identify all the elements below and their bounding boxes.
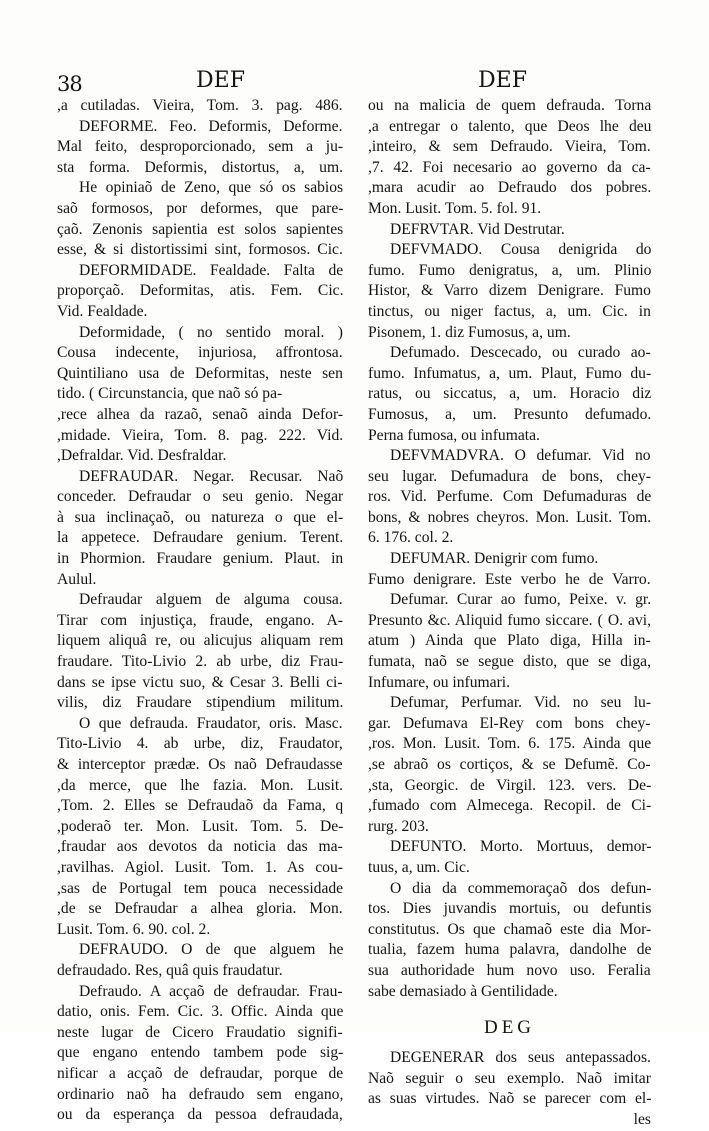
entry-text-line: Pisonem, 1. diz Fumosus, a, um. (368, 323, 571, 341)
entry-text-line: conceder. Defraudar o seu genio. Negar (57, 488, 344, 506)
entry-text-line: ,Tom. 2. Elles se Defraudaõ da Fama, q (57, 797, 344, 815)
entry-text-line: ,poderaõ ter. Mon. Lusit. Tom. 5. De- (57, 817, 344, 835)
entry-start-line: DEFVMADVRA. O defumar. Vid no (390, 447, 651, 465)
entry-text-line: 6. 176. col. 2. (368, 529, 454, 547)
entry-text-line: bons, & nobres cheyros. Mon. Lusit. Tom. (368, 508, 652, 526)
entry-text-line: Lusit. Tom. 6. 90. col. 2. (57, 920, 211, 938)
entry-text-line: ,a cutiladas. Vieira, Tom. 3. pag. 486. (57, 97, 343, 114)
entry-text-line: ,fumado com Almecega. Recopil. de Ci- (368, 797, 652, 815)
entry-start-line: Defumar. Curar ao fumo, Peixe. v. gr. (390, 591, 652, 609)
entry-text-line: saõ formosos, por deformes, que pare- (57, 199, 344, 217)
entry-text-line: seu lugar. Defumadura de bons, chey- (368, 467, 651, 485)
entry-text-line: la appetece. Defraudare genium. Terent. (57, 529, 344, 547)
entry-start-line: DEFUNTO. Morto. Mortuus, demor- (390, 838, 652, 856)
entry-text-line: esse, & si distortissimi sint, formosos. Cic. (57, 241, 343, 259)
right-column (368, 96, 651, 1130)
entry-start-line: O dia da commemoraçaõ dos defun- (390, 879, 652, 897)
entry-text-line: Infumare, ou infumari. (368, 673, 511, 691)
entry-start-line: O que defrauda. Fraudator, oris. Masc. (79, 714, 343, 732)
entry-text-line: Naõ seguir o seu exemplo. Naõ imitar (368, 1069, 651, 1087)
entry-text-line: nificar a acçaõ de defraudar, porque de (57, 1064, 344, 1082)
entry-text-line: gar. Defumava El-Rey com bons chey- (368, 714, 651, 732)
entry-text-line: Cousa indecente, injuriosa, affrontosa. (57, 344, 343, 362)
left-column (57, 96, 343, 1126)
entry-text-line: fumata, naõ se segue disto, que se diga, (368, 653, 651, 671)
entry-start-line: DEGENERAR dos seus antepassados. (390, 1049, 651, 1067)
entry-text-line: vilis, diz Fraudare stipendium militum. (57, 694, 344, 712)
bleed-through-text (480, 852, 660, 922)
entry-text-line: Vid. Fealdade. (57, 302, 148, 320)
entry-text-line: as suas virtudes. Naõ se parecer com el- (368, 1090, 652, 1108)
entry-text-line: ,sas de Portugal tem pouca necessidade (57, 879, 344, 897)
entry-text-line: sabe demasiado à Gentilidade. (368, 982, 558, 1000)
entry-start-line: Defraudar alguem de alguma cousa. (79, 591, 343, 609)
entry-text-line: & interceptor prædæ. Os naõ Defraudasse (57, 756, 343, 773)
entry-text-line: atum ) Ainda que Plato diga, Hilla in- (368, 632, 651, 650)
entry-text-line: dans se ipse victu suo, & Cesar 3. Belli ci- (57, 673, 343, 691)
entry-text-line: in Phormion. Fraudare genium. Plaut. in (57, 550, 344, 568)
entry-text-line: ,Defraldar. Vid. Desfraldar. (57, 447, 227, 465)
entry-text-line: tido. ( Circunstancia, que naõ só pa- (57, 385, 283, 403)
entry-start-line: DEFORMIDADE. Fealdade. Falta de (79, 261, 344, 279)
entry-text-line: Presunto &c. Aliquid fumo siccare. ( O. avi, (368, 611, 651, 629)
entry-text-line: ,midade. Vieira, Tom. 8. pag. 222. Vid. (57, 426, 344, 444)
entry-text-line: ,rece alhea da razaõ, senaõ ainda Defor- (57, 405, 344, 423)
running-head-left: DEF (196, 68, 245, 93)
entry-text-line: Mal feito, desproporcionado, sem a ju- (57, 138, 344, 156)
entry-start-line: DEFRAUDO. O de que alguem he (79, 941, 344, 959)
entry-text-line: à sua inclinaçaõ, ou natureza o que el- (57, 508, 344, 526)
entry-text-line: Quintiliano usa de Deformitas, neste sen (57, 364, 343, 382)
entry-text-line: tos. Dies juvandis mortuis, ou defuntis (368, 900, 652, 918)
entry-start-line: Defraudo. A acçaõ de defraudar. Frau- (79, 982, 343, 1000)
entry-text-line: Fumosus, a, um. Presunto defumado. (368, 405, 652, 423)
entry-text-line: sua authoridade hum novo uso. Feralia (368, 961, 651, 979)
entry-start-line: DEFUMAR. Denigrir com fumo. (390, 550, 599, 568)
entry-start-line: Deformidade, ( no sentido moral. ) (79, 323, 343, 341)
entry-text-line: ,inteiro, & sem Defraudo. Vieira, Tom. (368, 138, 651, 156)
entry-text-line: tualia, fazem huma palavra, dandolhe de (368, 941, 652, 959)
entry-text-line: ,7. 42. Foi necesario ao governo da ca- (368, 158, 651, 176)
entry-text-line: fumo. Infumatus, a, um. Plaut, Fumo du- (368, 364, 652, 382)
entry-text-line: ,de se Defraudar a alhea gloria. Mon. (57, 900, 343, 918)
entry-text-line: Perna fumosa, ou infumata. (368, 426, 540, 444)
entry-text-line: ,mara acudir ao Defraudo dos pobres. (368, 179, 652, 197)
entry-text-line: tuus, a, um. Cic. (368, 858, 470, 876)
entry-text-line: Tito-Livio 4. ab urbe, diz, Fraudator, (57, 735, 343, 753)
entry-text-line: que engano entendo tambem pode sig- (57, 1044, 344, 1062)
entry-text-line: fumo. Fumo denigratus, a, um. Plinio (368, 261, 652, 279)
entry-text-line: ros. Vid. Perfume. Com Defumaduras de (368, 488, 652, 506)
entry-text-line: çaõ. Zenonis sapientia est solos sapientes (57, 220, 344, 238)
entry-text-line: tinctus, ou niger factus, a, um. Cic. in (368, 302, 651, 320)
entry-text-line: Fumo denigrare. Este verbo he de Varro. (368, 570, 651, 588)
entry-text-line: constitutus. Os que chamaõ este dia Mor- (368, 920, 652, 938)
running-head-right: DEF (478, 68, 527, 93)
entry-text-line: ,a entregar o talento, que Deos lhe deu (368, 117, 652, 135)
entry-start-line: He opiniaõ de Zeno, que só os sabios (79, 179, 344, 197)
entry-text-line: sta forma. Deformis, distortus, a, um. (57, 158, 344, 176)
entry-text-line: Mon. Lusit. Tom. 5. fol. 91. (368, 199, 542, 217)
entry-text-line: fraudare. Tito-Livio 2. ab urbe, diz Frau- (57, 653, 344, 671)
entry-text-line: neste lugar de Cicero Fraudatio signifi- (57, 1023, 343, 1041)
entry-text-line: Histor, & Varro dizem Denigrare. Fumo (368, 282, 651, 300)
page-number: 38 (57, 72, 82, 96)
entry-text-line: ,da merce, que lhe fazia. Mon. Lusit. (57, 776, 344, 794)
entry-text-line: ratus, ou siccatus, a, um. Horacio diz (368, 385, 652, 403)
section-heading: DEG (483, 1017, 536, 1039)
entry-text-line: rurg. 203. (368, 817, 429, 835)
entry-start-line: Defumado. Descecado, ou curado ao- (390, 344, 651, 362)
entry-text-line: ,ros. Mon. Lusit. Tom. 6. 175. Ainda que (368, 735, 652, 753)
entry-text-line: Tirar com injustiça, fraude, engano. A- (57, 611, 343, 629)
entry-text-line: ,fraudar aos devotos da noticia das ma- (57, 838, 343, 856)
entry-text-line: ou na malicia de quem defrauda. Torna (368, 97, 652, 114)
entry-text-line: ordinario naõ ha defraudo sem engano, (57, 1085, 344, 1103)
entry-start-line: Defumar, Perfumar. Vid. no seu lu- (390, 694, 652, 712)
entry-text-line: liquem aliquâ re, ou alicujus aliquam rem (57, 632, 344, 650)
catchword: les (633, 1110, 651, 1128)
entry-text-line: ,sta, Georgic. de Virgil. 123. vers. De- (368, 776, 652, 794)
entry-start-line: DEFVMADO. Cousa denigrida do (390, 241, 652, 259)
entry-text-line: Aulul. (57, 570, 97, 588)
entry-text-line: datio, onis. Fem. Cic. 3. Offic. Ainda que (57, 1003, 344, 1021)
entry-text-line: defraudado. Res, quâ quis fraudatur. (57, 961, 283, 979)
entry-text-line: proporçaõ. Deformitas, atis. Fem. Cic. (57, 282, 344, 300)
entry-text-line: ou da esperança da pessoa defraudada, (57, 1106, 343, 1124)
entry-start-line: DEFRAUDAR. Negar. Recusar. Naõ (79, 467, 344, 485)
entry-text-line: ,se abraõ os cortiços, & se Defumẽ. Co- (368, 756, 651, 773)
entry-start-line: DEFORME. Feo. Deformis, Deforme. (79, 117, 343, 135)
entry-text-line: ,ravilhas. Agiol. Lusit. Tom. 1. As cou- (57, 858, 343, 876)
entry-start-line: DEFRVTAR. Vid Destrutar. (390, 220, 565, 238)
